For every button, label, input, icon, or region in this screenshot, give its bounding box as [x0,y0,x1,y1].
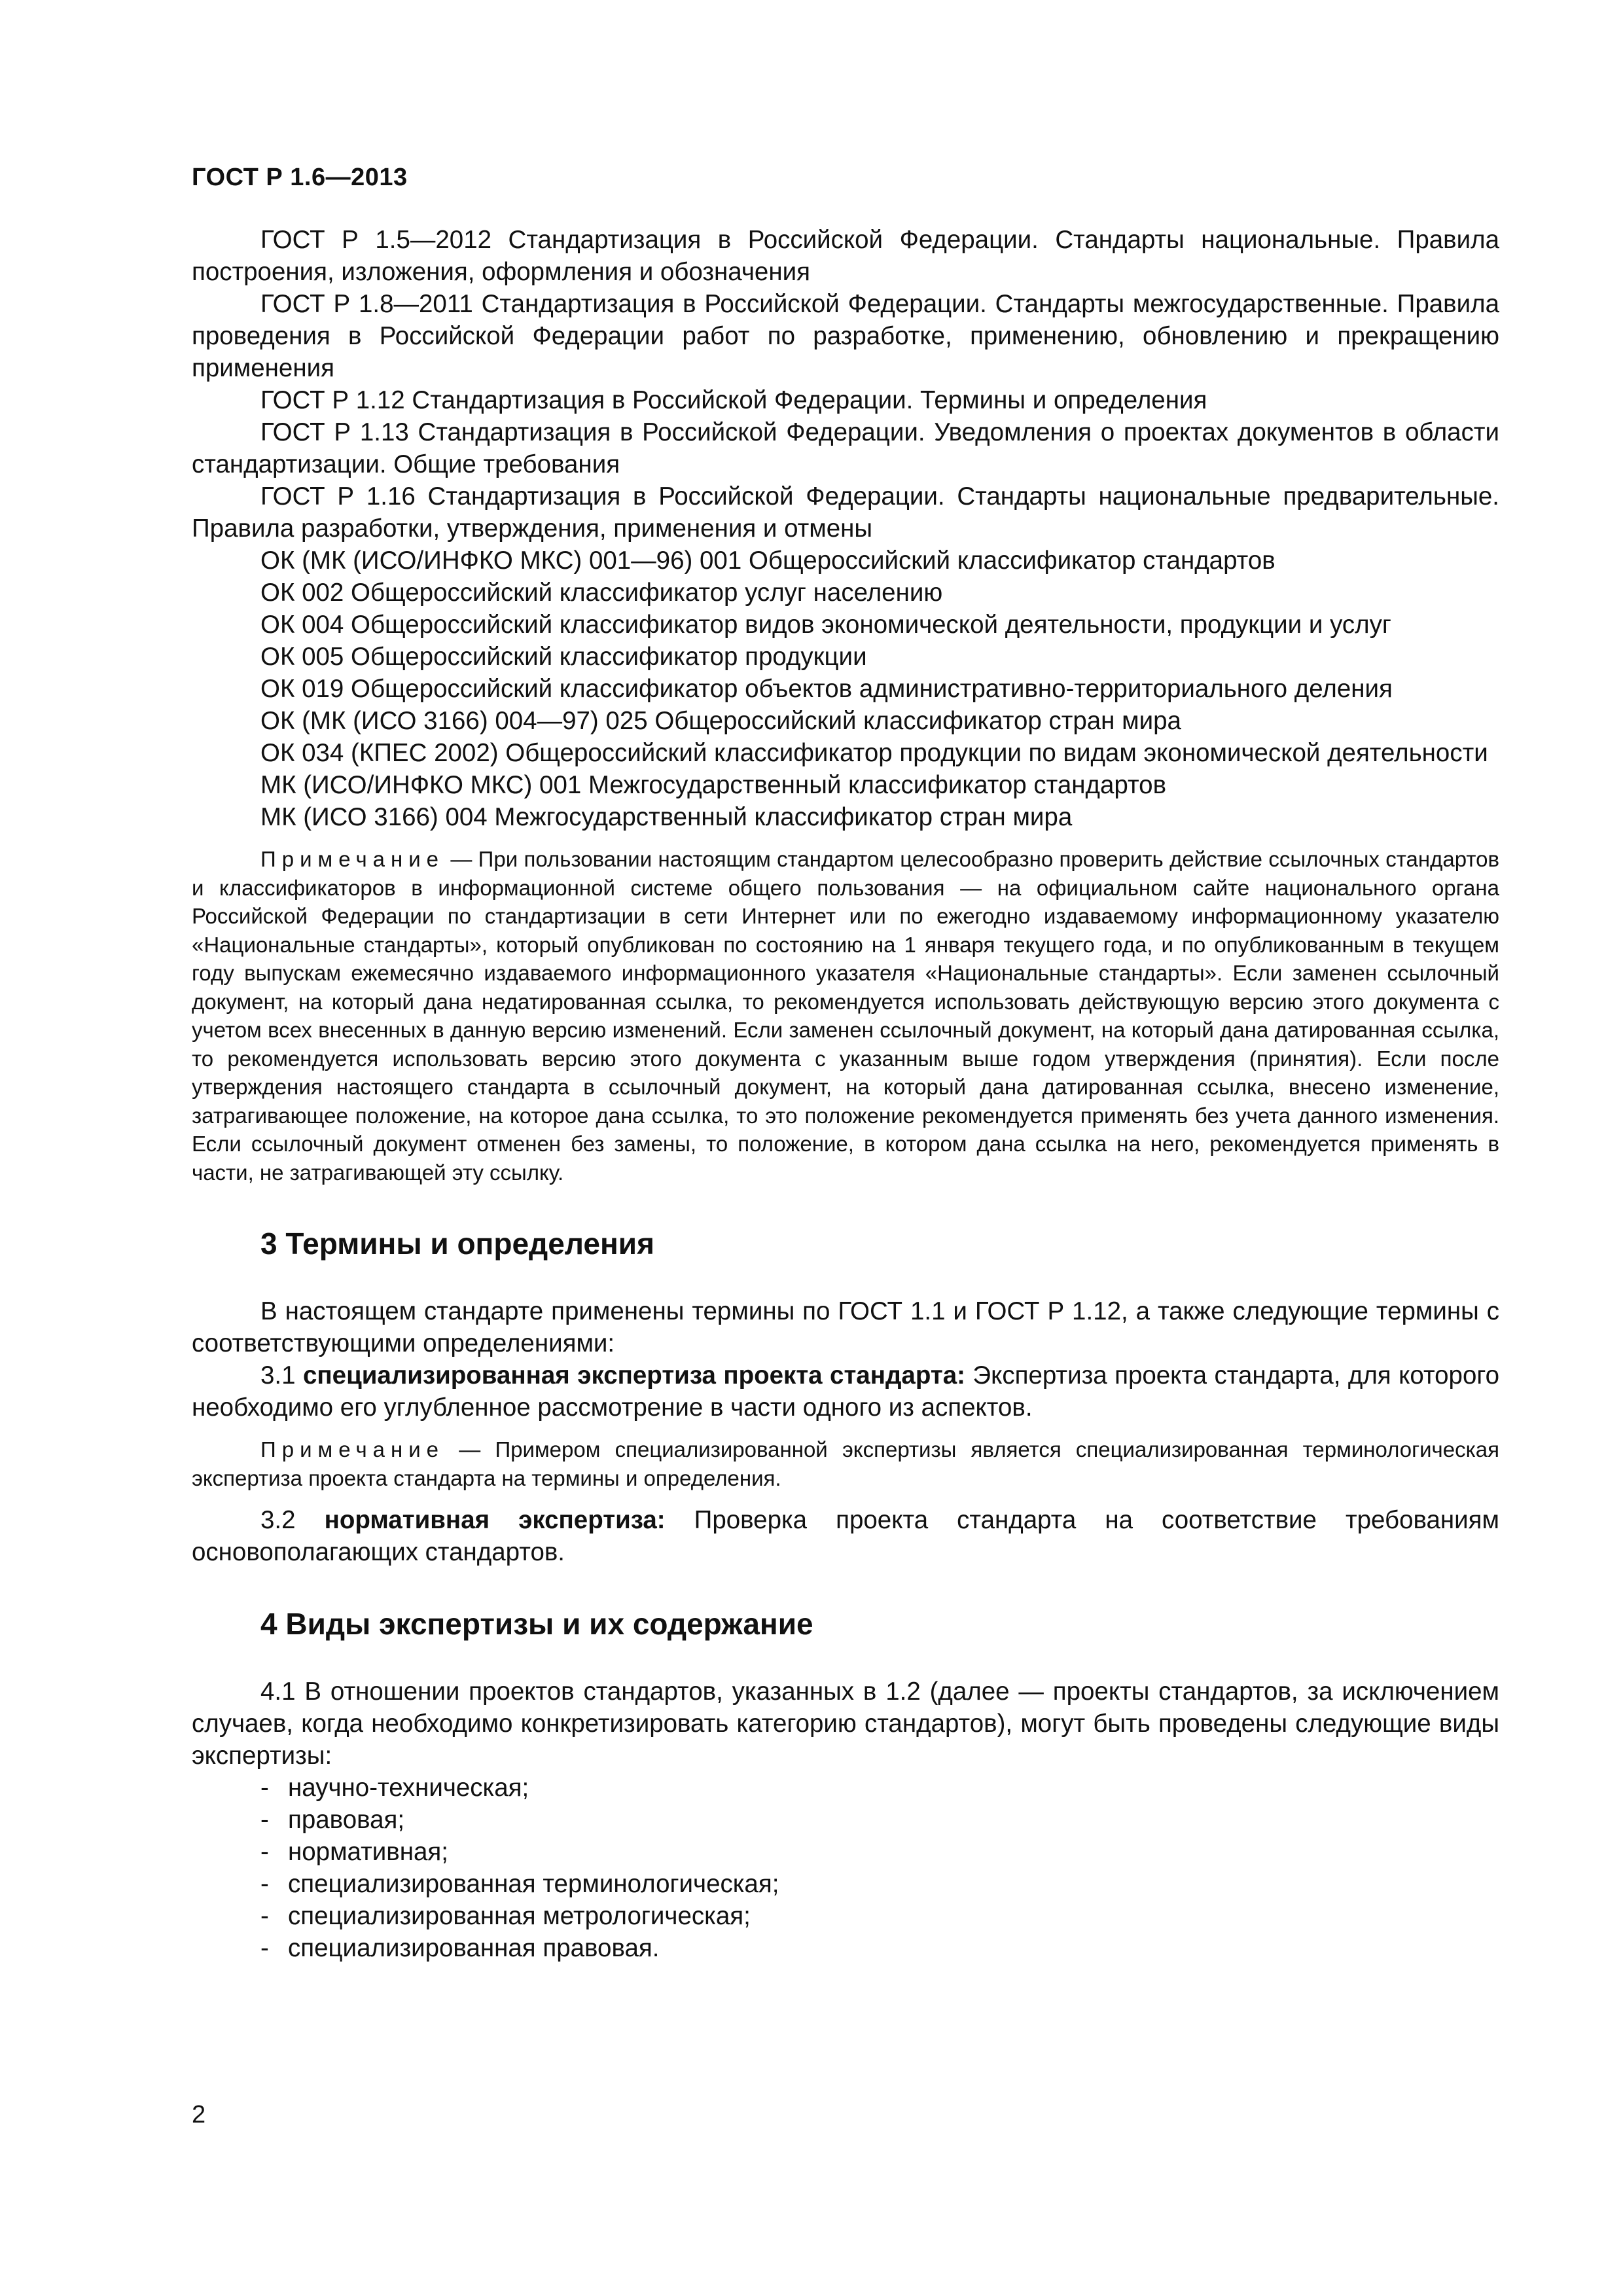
note-label: Примечание [260,847,445,871]
term-3-2: 3.2 нормативная экспертиза: Проверка проекта стандарта на соответствие требованиям основополагающих стандартов. [192,1506,1500,1566]
reference-item: ОК 005 Общероссийский классификатор продукции [260,643,867,671]
reference-item: ОК 004 Общероссийский классификатор видов экономической деятельности, продукции и услуг [260,611,1391,639]
list-item: - научно-техническая; [260,1774,529,1802]
list-item: - специализированная терминологическая; [260,1870,779,1898]
term-3-1-name: специализированная экспертиза проекта стандарта: [303,1361,965,1390]
reference-item: ОК 002 Общероссийский классификатор услуг населению [260,579,943,607]
reference-item: ОК (МК (ИСО/ИНФКО МКС) 001—96) 001 Общероссийский классификатор стандартов [260,547,1275,575]
term-3-2-name: нормативная экспертиза: [324,1506,666,1534]
list-item: - правовая; [260,1806,405,1834]
list-item: - специализированная правовая. [260,1934,660,1962]
note-text: — При пользовании настоящим стандартом целесообразно проверить действие ссылочных стандартов и классификаторов в информационной системе общего пользования — на официальном сайте национального органа Российской Федерации по стандартизации в сети Интернет или по ежегодно издаваемому информационному указателю «Национальные стандарты», который опубликован по состоянию на 1 января текущего года, и по опубликованным в текущем году выпускам ежемесячно издаваемого информационного указателя «Национальные стандарты». Если заменен ссылочный документ, на который дана недатированная ссылка, то рекомендуется использовать действующую версию этого документа с учетом всех внесенных в данную версию изменений. Если заменен ссылочный документ, на который дана датированная ссылка, то рекомендуется использовать версию этого документа с указанным выше годом утверждения (принятия). Если после утверждения настоящего стандарта в ссылочный документ, на который дана датированная ссылка, внесено изменение, затрагивающее положение, на которое дана ссылка, то это положение рекомендуется применять без учета данного изменения. Если ссылочный документ отменен без замены, то положение, в котором дана ссылка на него, рекомендуется применять в части, не затрагивающей эту ссылку. [192,847,1499,1185]
reference-item: ОК 034 (КПЕС 2002) Общероссийский классификатор продукции по видам экономической деятельности [260,739,1488,767]
references-list [192,224,1499,833]
term-3-1-note [192,1435,1499,1492]
term-3-1: 3.1 специализированная экспертиза проекта стандарта: Экспертиза проекта стандарта, для которого необходимо его углубленное рассмотрение в части одного из аспектов. [192,1361,1499,1422]
reference-item: ГОСТ Р 1.13 Стандартизация в Российской Федерации. Уведомления о проектах документов в области стандартизации. Общие требования [192,418,1499,478]
section-4-title: 4 Виды экспертизы и их содержание [260,1607,813,1641]
note-text: — Примером специализированной экспертизы является специализированная терминологическая экспертиза проекта стандарта на термины и определения. [192,1437,1499,1490]
section-3-title: 3 Термины и определения [260,1227,654,1261]
list-item: - нормативная; [260,1838,448,1866]
reference-item: ГОСТ Р 1.8—2011 Стандартизация в Российской Федерации. Стандарты межгосударственные. Правила проведения в Российской Федерации работ по разработке, применению, обновлению и прекращению применения [192,290,1499,382]
reference-item: ОК 019 Общероссийский классификатор объектов административно-территориального деления [260,675,1393,703]
document-body [192,224,1499,1964]
document-header: ГОСТ Р 1.6—2013 [192,164,408,191]
reference-item: ГОСТ Р 1.5—2012 Стандартизация в Российской Федерации. Стандарты национальные. Правила построения, изложения, оформления и обозначения [192,226,1499,286]
note-label: Примечание [260,1437,445,1462]
list-item: - специализированная метрологическая; [260,1902,751,1930]
reference-item: МК (ИСО/ИНФКО МКС) 001 Межгосударственный классификатор стандартов [260,771,1167,799]
reference-item: МК (ИСО 3166) 004 Межгосударственный классификатор стран мира [260,803,1073,831]
expertise-types-list [192,1772,1499,1964]
reference-item: ГОСТ Р 1.12 Стандартизация в Российской Федерации. Термины и определения [260,386,1207,414]
reference-item: ОК (МК (ИСО 3166) 004—97) 025 Общероссийский классификатор стран мира [260,707,1181,735]
reference-item: ГОСТ Р 1.16 Стандартизация в Российской Федерации. Стандарты национальные предварительные. Правила разработки, утверждения, применения и отмены [192,482,1499,543]
section-3-intro: В настоящем стандарте применены термины по ГОСТ 1.1 и ГОСТ Р 1.12, а также следующие термины с соответствующими определениями: [192,1297,1499,1357]
references-note [192,845,1499,1187]
clause-4-1: 4.1 В отношении проектов стандартов, указанных в 1.2 (далее — проекты стандартов, за исключением случаев, когда необходимо конкретизировать категорию стандартов), могут быть проведены следующие виды экспертизы: [192,1677,1499,1770]
page-number: 2 [192,2101,206,2128]
